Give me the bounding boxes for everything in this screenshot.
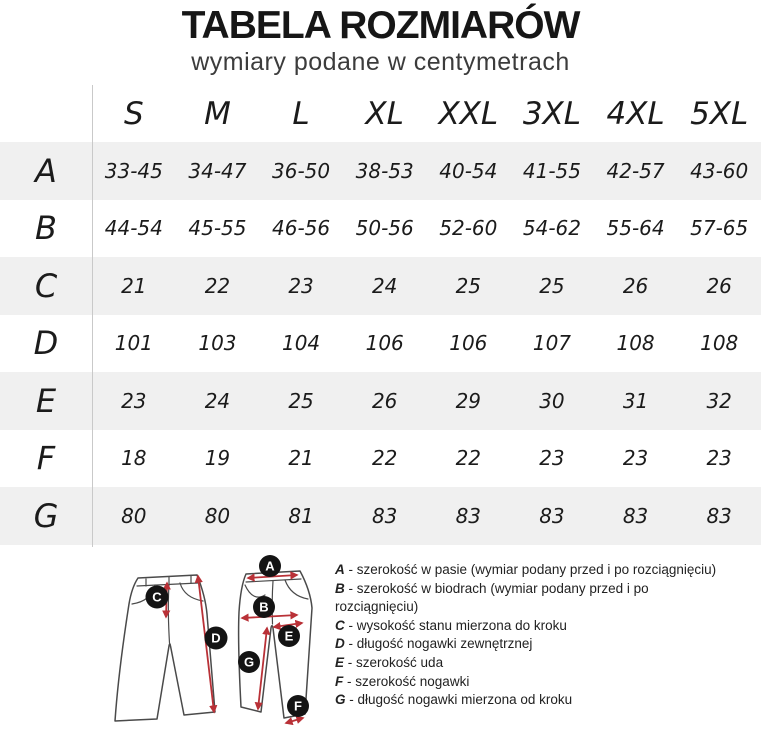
- size-cell: 83: [371, 503, 398, 528]
- label-e-text: E: [284, 628, 294, 644]
- size-cell: 106: [449, 331, 488, 356]
- size-header-row: [0, 85, 761, 142]
- size-cell: 25: [288, 388, 314, 413]
- legend-letter: C: [335, 617, 345, 633]
- size-cell: 83: [455, 503, 482, 528]
- size-cell: 36-50: [272, 158, 331, 183]
- legend-item-B: [335, 580, 723, 617]
- size-cell: 22: [204, 273, 231, 298]
- legend-text: - wysokość stanu mierzona do kroku: [348, 617, 567, 633]
- legend-letter: D: [335, 636, 345, 652]
- size-col-header: M: [204, 95, 231, 132]
- label-d-text: D: [211, 630, 221, 646]
- size-col-header: XXL: [438, 95, 499, 132]
- size-cell: 26: [371, 388, 398, 413]
- row-label: C: [34, 266, 58, 305]
- size-cell: 25: [455, 273, 482, 298]
- measurement-legend: [335, 561, 723, 710]
- size-cell: 24: [204, 388, 231, 413]
- size-cell: 31: [622, 388, 649, 413]
- table-row-C: [0, 257, 761, 315]
- legend-letter: E: [335, 654, 345, 670]
- table-row-E: [0, 372, 761, 430]
- legend-text: - długość nogawki mierzona od kroku: [349, 692, 573, 708]
- size-cell: 19: [204, 446, 231, 471]
- size-cell: 22: [455, 446, 482, 471]
- legend-text: - szerokość nogawki: [347, 673, 470, 689]
- size-col-header: 5XL: [690, 95, 749, 132]
- size-cell: 23: [121, 388, 147, 413]
- size-cell: 30: [539, 388, 565, 413]
- size-cell: 22: [371, 446, 398, 471]
- size-cell: 80: [204, 503, 231, 528]
- legend-text: - długość nogawki zewnętrznej: [348, 636, 533, 652]
- size-cell: 106: [365, 331, 404, 356]
- size-cell: 23: [706, 446, 732, 471]
- label-a-text: A: [265, 558, 275, 574]
- pants-diagram-measures: [237, 554, 337, 735]
- size-cell: 52-60: [439, 216, 498, 241]
- table-row-A: [0, 142, 761, 200]
- size-cell: 29: [455, 388, 482, 413]
- size-cell: 21: [121, 273, 147, 298]
- size-cell: 81: [288, 503, 314, 528]
- size-col-header: 4XL: [606, 95, 665, 132]
- row-label: A: [35, 151, 57, 190]
- size-cell: 33-45: [104, 158, 163, 183]
- size-cell: 107: [532, 331, 572, 356]
- size-cell: 38-53: [355, 158, 414, 183]
- size-cell: 104: [281, 331, 321, 356]
- page-header: [0, 4, 761, 77]
- legend-text: - szerokość w biodrach (wymiar podany przed i po rozciągnięciu): [335, 580, 649, 615]
- table-row-F: [0, 430, 761, 488]
- page-title: TABELA ROZMIARÓW: [181, 4, 580, 47]
- legend-item-F: [335, 673, 723, 692]
- legend-item-G: [335, 691, 723, 710]
- row-label: D: [33, 324, 59, 363]
- legend-item-A: [335, 561, 723, 580]
- size-cell: 50-56: [355, 216, 414, 241]
- label-g-text: G: [243, 654, 255, 670]
- size-cell: 26: [622, 273, 649, 298]
- size-cell: 55-64: [606, 216, 665, 241]
- legend-letter: F: [335, 673, 344, 689]
- size-cell: 45-55: [188, 216, 247, 241]
- row-label: B: [35, 209, 57, 248]
- legend-item-E: [335, 654, 723, 673]
- size-cell: 42-57: [606, 158, 665, 183]
- size-cell: 32: [706, 388, 732, 413]
- label-f-text: F: [294, 698, 302, 714]
- legend-text: - szerokość uda: [347, 654, 444, 670]
- row-label: F: [36, 439, 56, 478]
- size-cell: 34-47: [188, 158, 247, 183]
- legend-text: - szerokość w pasie (wymiar podany przed i po rozciągnięciu): [348, 562, 717, 577]
- legend-letter: G: [335, 692, 346, 708]
- legend-letter: B: [335, 580, 345, 596]
- label-c-text: C: [152, 589, 162, 605]
- size-cell: 25: [539, 273, 565, 298]
- size-cell: 40-54: [439, 158, 498, 183]
- size-col-header: 3XL: [522, 95, 582, 132]
- size-cell: 23: [539, 446, 565, 471]
- size-cell: 101: [114, 331, 153, 356]
- size-cell: 23: [288, 273, 314, 298]
- size-cell: 41-55: [522, 158, 581, 183]
- arrow-f-icon: [286, 718, 303, 723]
- size-cell: 57-65: [690, 216, 749, 241]
- legend-letter: A: [335, 562, 345, 577]
- size-cell: 108: [616, 331, 655, 356]
- size-table: [0, 85, 761, 545]
- legend-item-C: [335, 617, 723, 636]
- label-b-text: B: [259, 599, 269, 615]
- size-cell: 26: [706, 273, 732, 298]
- size-cell: 43-60: [690, 158, 749, 183]
- table-divider-line: [92, 85, 93, 547]
- size-cell: 54-62: [522, 216, 581, 241]
- size-cell: 103: [198, 331, 237, 356]
- page-subtitle: wymiary podane w centymetrach: [191, 48, 570, 76]
- size-cell: 21: [288, 446, 314, 471]
- size-cell: 83: [622, 503, 649, 528]
- size-cell: 23: [622, 446, 649, 471]
- table-row-B: [0, 200, 761, 258]
- table-row-G: [0, 487, 761, 545]
- table-row-D: [0, 315, 761, 373]
- size-cell: 46-56: [272, 216, 331, 241]
- size-col-header: L: [292, 95, 310, 132]
- size-cell: 83: [706, 503, 732, 528]
- size-col-header: XL: [365, 95, 404, 132]
- size-col-header: S: [123, 95, 144, 132]
- size-cell: 80: [121, 503, 147, 528]
- size-cell: 24: [371, 273, 398, 298]
- row-label: G: [33, 496, 59, 535]
- size-cell: 18: [121, 446, 147, 471]
- pants-diagram-front: [98, 556, 238, 734]
- legend-item-D: [335, 635, 723, 654]
- size-cell: 44-54: [104, 216, 163, 241]
- size-cell: 83: [539, 503, 565, 528]
- size-cell: 108: [700, 331, 739, 356]
- row-label: E: [35, 381, 57, 420]
